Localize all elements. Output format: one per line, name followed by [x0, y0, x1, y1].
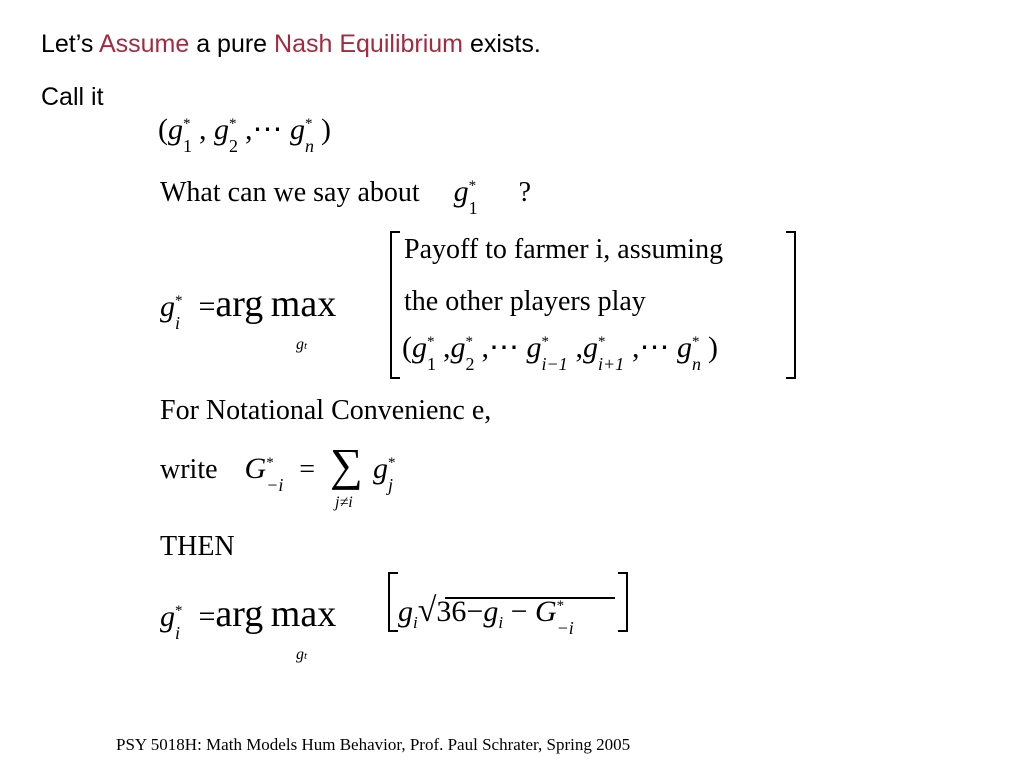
comma: ,	[632, 331, 640, 364]
sup-sub	[175, 603, 191, 643]
star: *	[388, 455, 396, 471]
convenience-line: For Notational Convenienc e,	[160, 395, 492, 426]
var-g: g	[296, 336, 304, 353]
var-g: g	[160, 600, 175, 633]
var-g: g	[168, 113, 183, 146]
var-g: g	[450, 331, 466, 364]
sub: i−1	[541, 354, 568, 374]
ellipsis: ⋯	[639, 331, 670, 364]
equals-sign: =	[299, 454, 315, 485]
sub: n	[692, 354, 701, 374]
paren-open: (	[158, 113, 168, 146]
sub: i+1	[598, 354, 625, 374]
bracket-line-2: the other players play	[404, 286, 646, 317]
headline-text: a pure	[196, 30, 268, 58]
then-label: THEN	[160, 531, 235, 562]
right-bracket	[618, 572, 628, 632]
sup-sub	[541, 334, 576, 374]
comma: ,	[481, 331, 489, 364]
sub: 2	[229, 136, 238, 156]
ellipsis: ⋯	[489, 331, 519, 364]
sub: t	[304, 650, 308, 662]
sup-sub	[427, 334, 443, 374]
max-operator: max	[270, 283, 337, 325]
sup-sub	[229, 116, 245, 156]
sup-sub	[388, 455, 404, 495]
var-g: g	[677, 331, 692, 364]
equals-sign: =	[198, 600, 216, 633]
var-g: g	[160, 290, 175, 323]
paren-close: )	[708, 331, 718, 364]
var-g: g	[412, 331, 427, 364]
comma: ,	[443, 331, 451, 364]
sub: n	[305, 136, 314, 156]
star: *	[175, 293, 183, 309]
sum-term	[373, 452, 404, 495]
question-mark: ?	[518, 177, 532, 208]
var-g: g	[373, 452, 388, 485]
star: *	[468, 178, 477, 194]
sum-subscript: j≠i	[335, 494, 353, 511]
headline-emphasis-nash: Nash Equilibrium	[274, 30, 464, 58]
argmax-equation-2	[160, 592, 337, 643]
star: *	[556, 598, 565, 614]
paren-open: (	[402, 331, 412, 364]
var-g: g	[290, 113, 305, 146]
sub: i	[498, 613, 504, 632]
equilibrium-tuple	[158, 112, 331, 156]
arg-operator: arg	[215, 593, 264, 635]
var-g: g	[398, 595, 413, 628]
slide-headline	[41, 30, 541, 59]
sub: −i	[266, 475, 284, 495]
star: *	[175, 603, 183, 619]
sum-symbol: ∑	[330, 439, 363, 490]
minus-sign: −	[466, 595, 484, 628]
sub: i	[413, 613, 418, 632]
headline-text: Let’s	[41, 30, 94, 58]
star: *	[266, 455, 274, 471]
call-it-label: Call it	[41, 83, 104, 111]
radical-sign: √	[417, 592, 437, 629]
sup-sub	[468, 178, 485, 218]
bracket-line-1: Payoff to farmer i, assuming	[404, 234, 724, 265]
headline-text: exists.	[469, 30, 541, 58]
var-g: g	[526, 331, 542, 364]
star: *	[427, 334, 435, 350]
slide-footer: PSY 5018H: Math Models Hum Behavior, Prof. Paul Schrater, Spring 2005	[116, 735, 631, 754]
comma: ,	[199, 113, 207, 146]
sub: 2	[465, 354, 475, 374]
sup-sub	[556, 598, 583, 638]
star: *	[692, 334, 700, 350]
var-G: G	[534, 595, 557, 628]
var-g: g	[583, 331, 598, 364]
question-text: What can we say about	[160, 177, 420, 208]
comma: ,	[575, 331, 583, 364]
sup-sub	[598, 334, 632, 374]
bracket-line-3	[402, 330, 718, 374]
argmax-subscript	[296, 646, 307, 664]
headline-emphasis-assume: Assume	[98, 30, 190, 58]
argmax-equation-1	[160, 282, 337, 333]
sup-sub	[175, 293, 191, 333]
sub: i	[175, 313, 181, 333]
var-g: g	[483, 595, 499, 628]
sup-sub	[692, 334, 708, 374]
sub: 1	[427, 354, 436, 374]
star: *	[305, 116, 313, 132]
right-bracket	[786, 231, 796, 379]
var-g: g	[214, 113, 229, 146]
sub: 1	[468, 198, 478, 218]
write-label: write	[160, 454, 218, 485]
equals-sign: =	[198, 290, 216, 323]
sub: j	[388, 475, 394, 495]
star: *	[183, 116, 191, 132]
ellipsis: ⋯	[252, 113, 283, 146]
max-operator: max	[270, 593, 337, 635]
number: 36	[436, 595, 467, 628]
question-line	[160, 175, 532, 218]
star: *	[465, 334, 473, 350]
var-G: G	[244, 452, 267, 485]
comma: ,	[245, 113, 253, 146]
sub: i	[175, 623, 181, 643]
star: *	[541, 334, 549, 350]
write-line	[160, 452, 315, 495]
paren-close: )	[321, 113, 331, 146]
sup-sub	[183, 116, 199, 156]
minus-sign: −	[510, 595, 528, 628]
sup-sub	[266, 455, 292, 495]
argmax-subscript	[296, 336, 307, 354]
star: *	[598, 334, 606, 350]
var-g: g	[296, 646, 304, 663]
var-g: g	[453, 175, 469, 208]
sup-sub	[305, 116, 321, 156]
sub: 1	[183, 136, 192, 156]
star: *	[229, 116, 237, 132]
radical-bar	[445, 597, 615, 599]
sub: t	[304, 340, 308, 352]
sup-sub	[465, 334, 482, 374]
sub: −i	[556, 618, 574, 638]
left-bracket	[388, 572, 398, 632]
left-bracket	[390, 231, 400, 379]
arg-operator: arg	[215, 283, 264, 325]
